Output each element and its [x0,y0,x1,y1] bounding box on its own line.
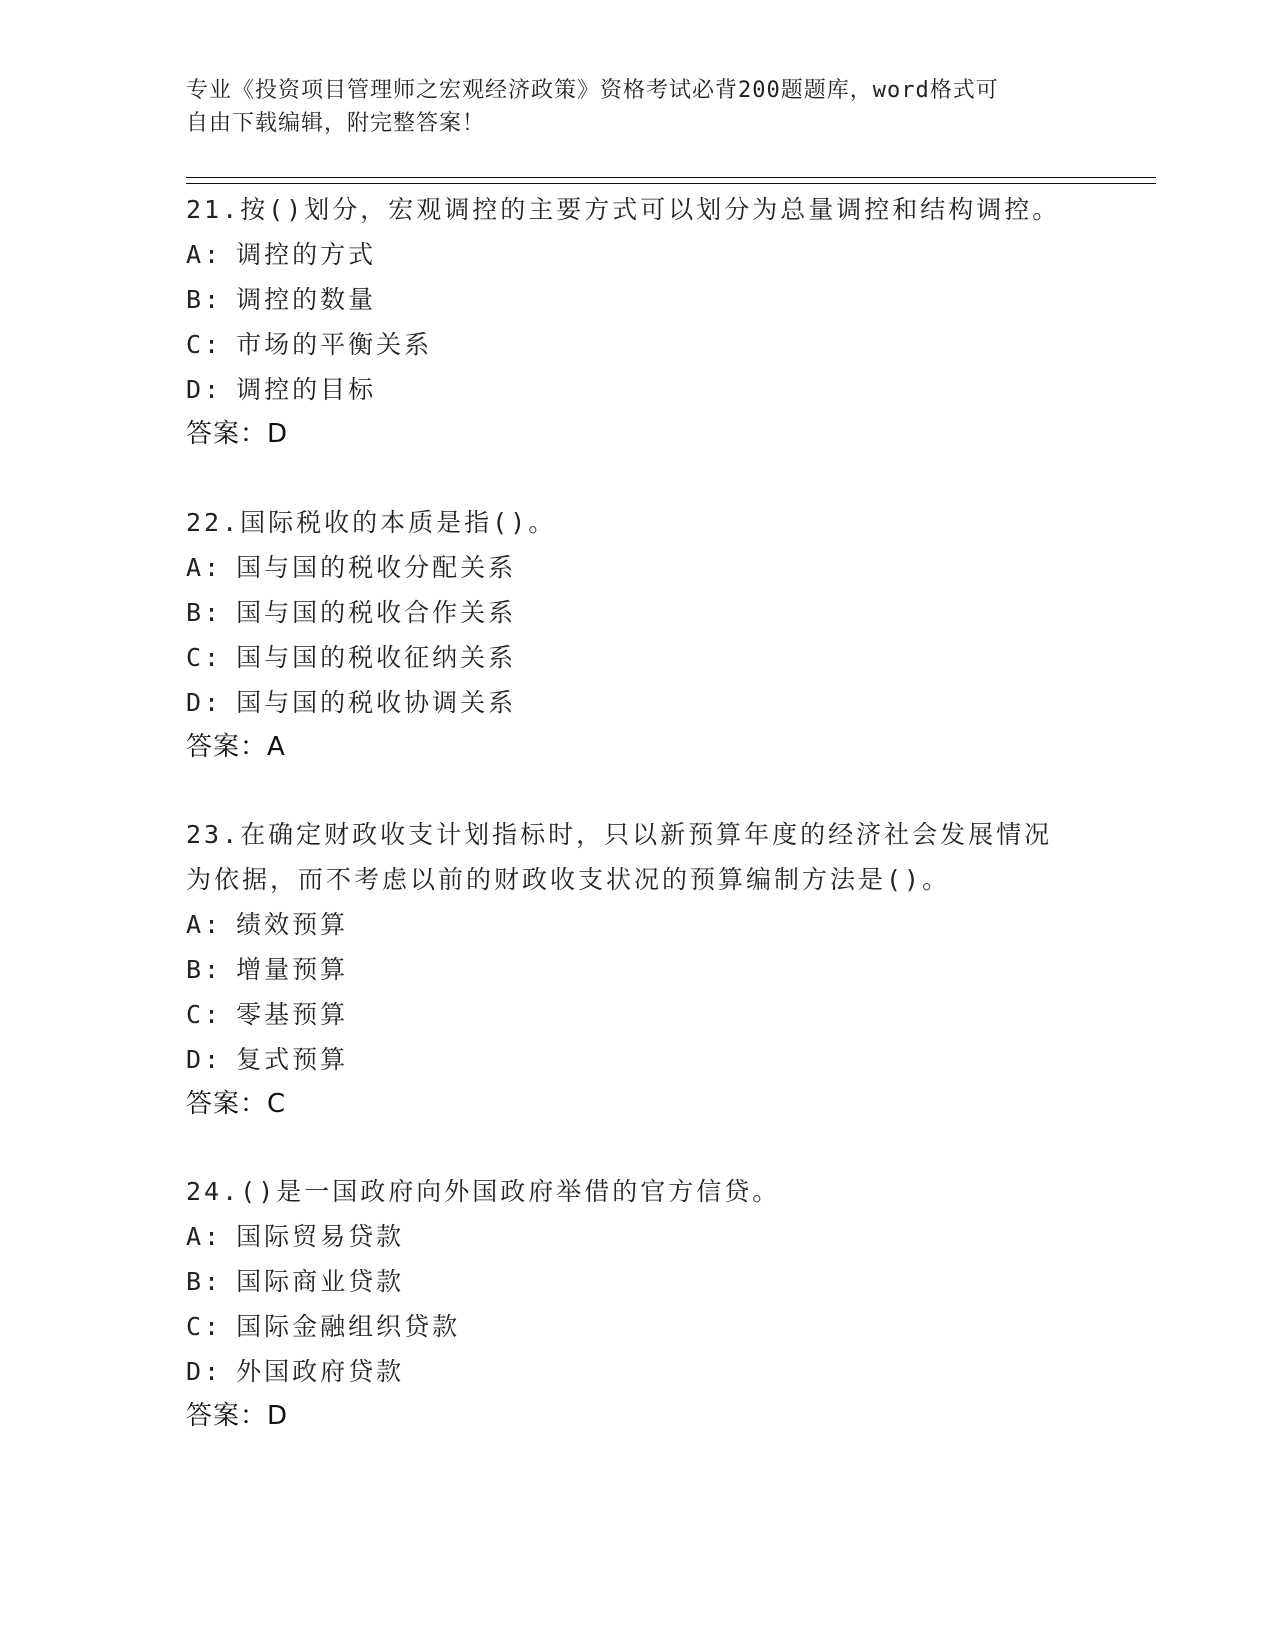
option-text: 国与国的税收征纳关系 [236,643,517,672]
option-b [186,590,1086,635]
option-text: 市场的平衡关系 [236,330,433,359]
question-21 [186,187,1086,457]
option-text: 复式预算 [236,1045,349,1074]
option-text: 国际金融组织贷款 [236,1312,461,1341]
option-prefix: A: [186,910,223,939]
option-prefix: B: [186,285,223,314]
option-c [186,635,1086,680]
question-24 [186,1169,1086,1439]
option-d [186,1349,1086,1394]
option-prefix: D: [186,1357,223,1386]
option-prefix: D: [186,375,223,404]
option-d [186,367,1086,412]
option-prefix: C: [186,1000,223,1029]
question-stem: 22.国际税收的本质是指()。 [186,508,557,537]
option-prefix: C: [186,1312,223,1341]
option-a [186,545,1086,590]
option-text: 增量预算 [236,955,349,984]
option-text: 国与国的税收分配关系 [236,553,517,582]
answer-label: 答案：C [186,1089,287,1119]
option-text: 调控的数量 [236,285,377,314]
option-b [186,277,1086,322]
header-divider-bottom [186,183,1156,184]
answer-label: 答案：D [186,419,289,449]
option-text: 绩效预算 [236,910,349,939]
header-divider-top [186,177,1156,178]
question-23 [186,812,1086,1127]
header-line-1: 专业《投资项目管理师之宏观经济政策》资格考试必背200题题库，word格式可 [186,78,999,103]
option-a [186,902,1086,947]
option-d [186,1037,1086,1082]
option-text: 外国政府贷款 [236,1357,405,1386]
option-text: 国际商业贷款 [236,1267,405,1296]
option-b [186,1259,1086,1304]
question-stem: 24.()是一国政府向外国政府举借的官方信贷。 [186,1177,781,1206]
option-prefix: B: [186,955,223,984]
option-text: 国际贸易贷款 [236,1222,405,1251]
option-prefix: D: [186,688,223,717]
option-text: 调控的方式 [236,240,377,269]
question-22 [186,500,1086,770]
option-c [186,322,1086,367]
answer-label: 答案：A [186,732,286,762]
option-a [186,1214,1086,1259]
question-stem: 21.按()划分，宏观调控的主要方式可以划分为总量调控和结构调控。 [186,195,1061,224]
option-c [186,992,1086,1037]
option-prefix: D: [186,1045,223,1074]
option-c [186,1304,1086,1349]
option-text: 国与国的税收协调关系 [236,688,517,717]
option-prefix: B: [186,598,223,627]
option-prefix: A: [186,1222,223,1251]
header-line-2: 自由下载编辑，附完整答案！ [186,111,486,136]
option-prefix: C: [186,330,223,359]
option-prefix: C: [186,643,223,672]
question-stem-line-2: 为依据，而不考虑以前的财政收支状况的预算编制方法是()。 [186,865,951,894]
question-stem-line-1: 23.在确定财政收支计划指标时，只以新预算年度的经济社会发展情况 [186,820,1053,849]
option-b [186,947,1086,992]
option-d [186,680,1086,725]
option-prefix: A: [186,553,223,582]
option-text: 调控的目标 [236,375,377,404]
option-prefix: A: [186,240,223,269]
option-text: 零基预算 [236,1000,349,1029]
document-header [186,74,1086,140]
option-text: 国与国的税收合作关系 [236,598,517,627]
answer-label: 答案：D [186,1401,289,1431]
option-prefix: B: [186,1267,223,1296]
option-a [186,232,1086,277]
